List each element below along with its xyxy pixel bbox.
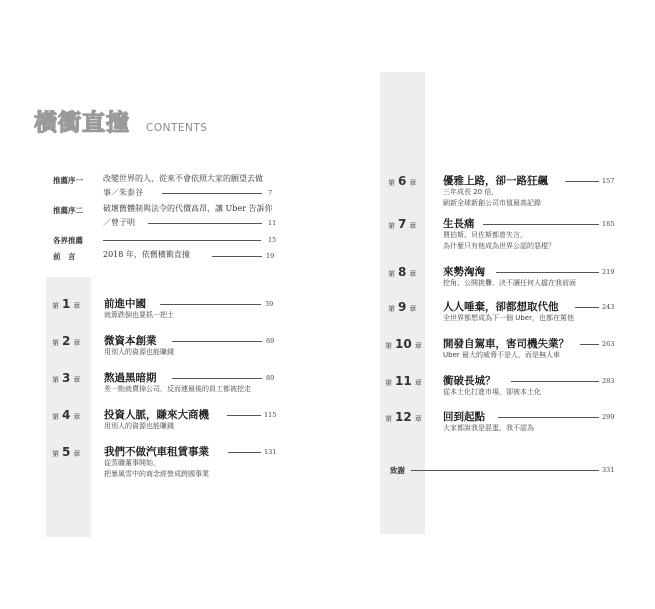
chapter-number: 第 2 章 — [52, 334, 81, 348]
endorsements-label: 各界推薦 — [53, 236, 83, 245]
chapter-subtitle: 差一點就賣掉公司，反而連最後的員工都被挖走 — [104, 385, 251, 393]
chapter-subtitle: 從本土化打進市場，卻被本土化 — [443, 388, 541, 396]
leader-rule — [575, 307, 599, 308]
foreword-2-page: 11 — [268, 219, 277, 227]
foreword-1-page: 7 — [268, 189, 273, 197]
chapter-subtitle: 從蒸職董事開始， — [104, 459, 160, 467]
chapter-subtitle: 挖角、公開挑釁，決不讓任何人擋在我前面 — [443, 279, 576, 287]
preface-page: 19 — [266, 252, 275, 260]
acknowledgements-page: 331 — [602, 466, 615, 474]
foreword-1-title-line2: 事／朱泰谷 — [103, 188, 143, 197]
chapter-subtitle-line2: 為什麼只有他成為世界公認的惡棍？ — [443, 242, 555, 250]
contents-title: 橫衝直撞 — [34, 110, 130, 136]
chapter-page: 219 — [602, 268, 615, 276]
foreword-1-label: 推薦序一 — [53, 176, 83, 185]
foreword-1-title-line1: 改變世界的人，從來不會依照大家的願望去做 — [103, 174, 263, 183]
left-page — [0, 0, 327, 609]
chapter-title: 投資人脈，賺來大商機 — [104, 409, 209, 421]
chapter-page: 299 — [602, 413, 615, 421]
leader-rule — [172, 378, 262, 379]
chapter-subtitle-line2: 刷新全球新創公司市值最高記錄 — [443, 199, 541, 207]
leader-rule — [227, 415, 261, 416]
chapter-title: 微資本創業 — [104, 335, 157, 347]
chapter-number: 第 8 章 — [388, 265, 417, 279]
foreword-2-label: 推薦序二 — [53, 206, 83, 215]
chapter-subtitle: 用別人的資源也能賺錢 — [104, 422, 174, 430]
chapter-number: 第 12 章 — [385, 410, 422, 424]
chapter-page: 185 — [602, 220, 615, 228]
leader-rule — [228, 452, 261, 453]
chapter-page: 115 — [264, 411, 277, 419]
chapter-subtitle: 全世界都想成為下一個 Uber，也都在罵他 — [443, 314, 574, 322]
leader-rule — [160, 304, 261, 305]
chapter-title: 來勢洶洶 — [443, 266, 485, 278]
chapter-page: 131 — [264, 448, 277, 456]
chapter-title: 人人唾棄，卻都想取代他 — [443, 301, 559, 313]
leader-rule — [498, 417, 599, 418]
chapter-subtitle: 大家都說我是混蛋，我不認為 — [443, 424, 534, 432]
chapter-subtitle: 賈伯斯、貝佐斯都曾失言， — [443, 231, 527, 239]
leader-rule — [483, 224, 599, 225]
chapter-page: 243 — [602, 303, 615, 311]
chapter-title: 開發自駕車，害司機失業？ — [443, 338, 569, 350]
leader-rule — [511, 381, 599, 382]
chapter-number: 第 11 章 — [385, 374, 422, 388]
leader-rule — [411, 470, 599, 471]
acknowledgements-label: 致謝 — [390, 466, 405, 475]
leader-rule — [496, 272, 599, 273]
chapter-subtitle: 用別人的資源也能賺錢 — [104, 348, 174, 356]
leader-rule — [162, 193, 262, 194]
chapter-title: 衝破長城？ — [443, 375, 496, 387]
foreword-2-title-line2: ／曾子明 — [103, 218, 135, 227]
chapter-title: 熬過黑暗期 — [104, 372, 157, 384]
chapter-subtitle-line2: 把暴風雪中的商念經營成跨國事業 — [104, 470, 209, 478]
chapter-number: 第 9 章 — [388, 300, 417, 314]
chapter-page: 89 — [266, 374, 275, 382]
chapter-title: 前進中國 — [104, 298, 146, 310]
chapter-number: 第 3 章 — [52, 371, 81, 385]
chapter-page: 263 — [602, 340, 615, 348]
foreword-2-title-line1: 破壞舊體制與法令的代價高昂，讓 Uber 告訴你 — [103, 204, 273, 213]
preface-label: 前 言 — [53, 252, 76, 261]
contents-subtitle: CONTENTS — [146, 122, 208, 134]
chapter-page: 39 — [265, 300, 274, 308]
leader-rule — [565, 181, 599, 182]
chapter-page: 157 — [602, 177, 615, 185]
chapter-page: 283 — [602, 377, 615, 385]
leader-rule — [212, 256, 262, 257]
chapter-number: 第 1 章 — [52, 297, 81, 311]
chapter-number: 第 5 章 — [52, 445, 81, 459]
endorsements-page: 15 — [268, 236, 277, 244]
leader-rule — [580, 344, 599, 345]
chapter-page: 69 — [266, 337, 275, 345]
chapter-subtitle: 就算跌倒也要抓一把土 — [104, 311, 174, 319]
leader-rule — [172, 341, 262, 342]
chapter-subtitle: 三年成長 20 倍， — [443, 188, 499, 196]
right-page — [328, 0, 655, 609]
chapter-number: 第 4 章 — [52, 408, 81, 422]
chapter-number: 第 7 章 — [388, 217, 417, 231]
chapter-title: 優雅上路，卻一路狂飆 — [443, 175, 548, 187]
chapter-number: 第 6 章 — [388, 174, 417, 188]
chapter-title: 生長痛 — [443, 218, 475, 230]
chapter-number: 第 10 章 — [385, 337, 422, 351]
leader-rule — [103, 240, 261, 241]
chapter-number-band — [46, 277, 91, 537]
preface-title: 2018 年，依舊橫衝直撞 — [103, 250, 190, 259]
chapter-subtitle: Uber 最大的威脅不是人，而是無人車 — [443, 351, 560, 359]
leader-rule — [148, 223, 262, 224]
chapter-title: 回到起點 — [443, 411, 485, 423]
chapter-title: 我們不做汽車租賃事業 — [104, 446, 209, 458]
